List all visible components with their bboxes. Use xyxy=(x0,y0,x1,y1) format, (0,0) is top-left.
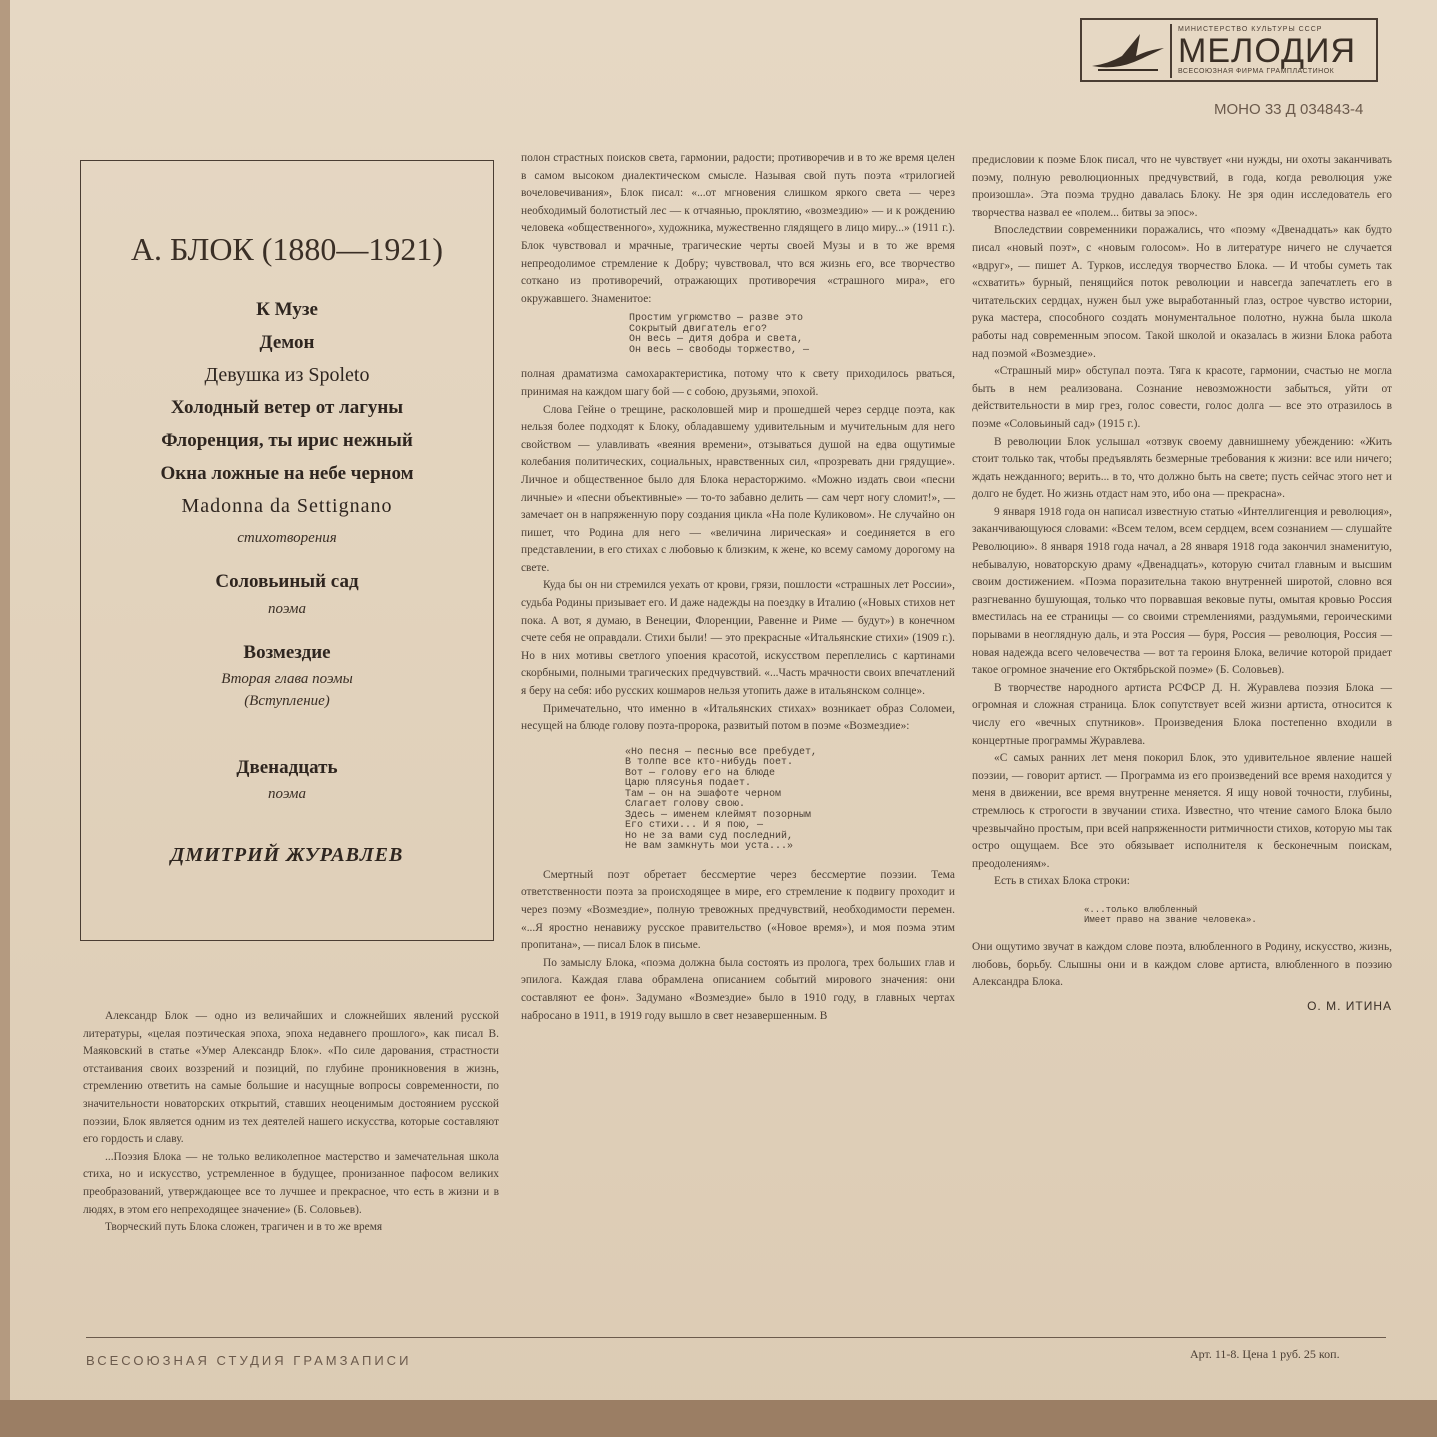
studio-name: ВСЕСОЮЗНАЯ СТУДИЯ ГРАМЗАПИСИ xyxy=(86,1353,412,1368)
catalog-number: МОНО 33 Д 034843-4 xyxy=(1214,101,1364,118)
text-column-1 xyxy=(83,1008,499,1237)
paragraph: По замыслу Блока, «поэма должна была состоять из пролога, трех больших глав и эпилога. Каждая глава обрамлена описанием событий мирового значения: они составляют ее фон». Задумано «Возмездие» было в 1910 году, в главных чертах набросано в 1911, в 1919 году вышло в свет незавершенным. В xyxy=(521,956,955,1022)
work-genre: поэма xyxy=(268,601,306,617)
work-title: Соловьиный сад xyxy=(215,571,359,592)
paragraph: ...Поэзия Блока — не только великолепное мастерство и замечательная школа стиха, но и искусство, устремленное в будущее, пронизанное пафосом великих преобразований, утверждающее все то лучшее и прекрасное, что есть в жизни и в людях, в этом его непреходящее значение» (Б. Соловьев). xyxy=(83,1150,499,1216)
poem-title: К Музе xyxy=(256,299,318,320)
verse-quote: «Но песня — песнью все пребудет, В толпе все кто-нибудь поет. Вот — голову его на блюде Царю плясунья подает. Там — он на эшафоте черном Слагает голову свою. Здесь — именем клеймят позорным Его стихи... И я пою, — Но не за вами суд последний, Не вам замкнуть мои уста...» xyxy=(625,746,818,853)
sleeve-bottom-edge xyxy=(0,1400,1437,1437)
article-author: О. М. ИТИНА xyxy=(1307,998,1392,1013)
verse-quote: «...только влюбленный Имеет право на звание человека». xyxy=(1084,904,1257,925)
poems-genre: стихотворения xyxy=(237,530,337,546)
work-title: Двенадцать xyxy=(236,757,338,778)
paragraph: В революции Блок услышал «отзвук своему давнишнему убеждению: «Жить стоит только так, чтобы предъявлять безмерные требования к жизни: все или ничего; ждать нежданного; верить... в то, что должно быть на свете; пусть сейчас этого нет и долго не будет. Но жизнь отдаст нам это, ибо она — прекрасна». xyxy=(972,435,1392,501)
contents-box xyxy=(80,160,494,941)
verse-quote: Простим угрюмство — разве это Сокрытый двигатель его? Он весь — дитя добра и света, Он весь — свободы торжество, — xyxy=(629,313,810,356)
paragraph: предисловии к поэме Блок писал, что не чувствует «ни нужды, ни охоты заканчивать поэму, полную революционных предчувствий, в года, когда революция уже произошла». Эта поэма трудно давалась Блоку. Не зря один исследователь его творчества назвал ее «полем... битвы за эпос». xyxy=(972,154,1392,219)
performer-name: ДМИТРИЙ ЖУРАВЛЕВ xyxy=(170,844,404,866)
logo-ministry-line: МИНИСТЕРСТВО КУЛЬТУРЫ СССР xyxy=(1178,26,1323,33)
work-genre: (Вступление) xyxy=(244,693,330,709)
paragraph: Творческий путь Блока сложен, трагичен и в то же время xyxy=(105,1221,383,1234)
paragraph: В творчестве народного артиста РСФСР Д. Н. Журавлева поэзия Блока — огромная и сложная страница. Блок сопутствует всей жизни артиста, относится к числу его «вечных спутников». Произведения Блока постепенно входили в концертные программы Журавлева. xyxy=(972,681,1392,747)
work-title: Возмездие xyxy=(243,642,331,663)
melodiya-emblem-icon xyxy=(1088,26,1168,76)
work-genre: Вторая глава поэмы xyxy=(221,671,353,687)
paragraph: Куда бы он ни стремился уехать от крови, грязи, пошлости «страшных лет России», судьба Родины призывает его. И даже надежды на поездку в Италию («Новых стихов нет пока. А вот, я думаю, в Венеции, Флоренции, Равенне и Риме — будут») в конечном счете себя не оправдали. Стихи были! — это прекрасные «Итальянские стихи» (1909 г.). Но в них мотивы светлого упоения красотой, искусством переплелись с картинами скорбными, полными трагических предчувствий. «...Часть мрачности своих впечатлений я беру на себя: ибо русских кошмаров нельзя утопить даже в итальянском солнце». xyxy=(521,579,955,698)
logo-firm-line: ВСЕСОЮЗНАЯ ФИРМА ГРАМПЛАСТИНОК xyxy=(1178,68,1335,75)
price-label: Арт. 11-8. Цена 1 руб. 25 коп. xyxy=(1190,1347,1340,1361)
poem-title: Флоренция, ты ирис нежный xyxy=(161,430,413,451)
poem-title: Демон xyxy=(259,332,315,353)
paragraph: полная драматизма самохарактеристика, потому что к свету приходилось рваться, принимая на каждом шагу бой — с собою, друзьями, эпохой. xyxy=(521,368,955,398)
paragraph: Есть в стихах Блока строки: xyxy=(994,875,1130,888)
sleeve-left-edge xyxy=(0,0,10,1437)
paragraph: Александр Блок — одно из величайших и сложнейших явлений русской литературы, «целая поэтическая эпоха, эпоха недавнего прошлого», как писал В. Маяковский в статье «Умер Александр Блок». «По силе дарования, страстности отстаивания своих воззрений и позиций, по глубине проникновения в жизнь, стремлению ответить на самые большие и насущные вопросы современности, по значительности новаторских открытий, ставших неоценимым достоянием русской поэзии, Блок является одним из тех деятелей нашего искусства, которые составляют его гордость и славу. xyxy=(83,1010,499,1146)
logo-name: МЕЛОДИЯ xyxy=(1178,32,1357,70)
box-title: А. БЛОК (1880—1921) xyxy=(130,231,444,267)
poem-title: Девушка из Spoleto xyxy=(204,364,370,386)
poem-title: Холодный ветер от лагуны xyxy=(170,397,404,418)
paragraph: «Страшный мир» обступал поэта. Тяга к красоте, гармонии, счастью не могла быть в нем реализована. Сознание невозможности забыться, уйти от действительности в мир грез, голос совести, голос долга — все это отразилось в поэме «Соловьиный сад» (1915 г.). xyxy=(972,365,1392,430)
text-column-2 xyxy=(521,150,955,1025)
text-column-3 xyxy=(972,152,1392,1015)
melodiya-logo xyxy=(1080,18,1378,82)
paragraph: Слова Гейне о трещине, расколовшей мир и прошедшей через сердце поэта, как нельзя более подходят к Блоку, обладавшему удивительным и мучительным для него свойством — улавливать «веяния времени», отзываться душой на едва ощутимые колебания политических, социальных, нравственных сил, «прозревать дни грядущие». Личное и общественное было для Блока нерасторжимо. «Можно издать свои «песни личные» и «песни объективные» — то-то забавно делить — сам черт ногу сломит!», — замечает он в напряженную пору создания цикла «На поле Куликовом». Не случайно он пишет, что Родина для него — «величина лирическая» и соединяется в его представлении, в его стихах с любовью к близким, к жене, ко всему самому дорогому на свете. xyxy=(521,403,955,574)
poem-title: Окна ложные на небе черном xyxy=(160,463,414,484)
paragraph: Они ощутимо звучат в каждом слове поэта, влюбленного в Родину, искусство, жизнь, любовь, борьбу. Слышны они и в каждом слове артиста, влюбленного в поэзию Александра Блока. xyxy=(972,940,1392,989)
paragraph: «С самых ранних лет меня покорил Блок, это удивительное явление нашей поэзии, — говорит артист. — Программа из его произведений все время находится у меня в движении, все время внутренне меняется. Я ищу новой точности, глубины, стремлюсь к строгости в звучании стиха. Известно, что чтение самого Блока было чрезвычайно простым, при всей напряженности ритмичности стихов, которую мы так остро ощущаем. Все это обязывает исполнителя к бесконечным поискам, преодолениям». xyxy=(972,752,1392,870)
paragraph: 9 января 1918 года он написал известную статью «Интеллигенция и революция», заканчивающуюся словами: «Всем телом, всем сердцем, всем сознанием — слушайте Революцию». 8 января 1918 года начал, а 28 января 1918 года закончил знаменитую, небывалую, новаторскую драму «Двенадцать», которую считал главным и высшим своим достижением. «Поэма поразительна такою внутренней широтой, словно вся разгневанно бушующая, только что порвавшая вековые путы, омытая кровью Россия вместилась на ее страницы — со своими стремлениями, раздумьями, героическими порывами в неоглядную даль, и эта Россия — буря, Россия — революция, Россия — новая надежда всего человечества — вот та героиня Блока, величие которой придает такое огромное значение его Октябрьской поэме» (Б. Соловьев). xyxy=(972,505,1392,677)
logo-text-block xyxy=(1170,24,1376,78)
work-genre: поэма xyxy=(268,786,306,802)
footer-divider xyxy=(86,1337,1386,1338)
paragraph: Впоследствии современники поражались, что «поэму «Двенадцать» как будто писал «новый поэт», с «новым голосом». Но в литературе ничего не случается «вдруг», — пишет А. Турков, исследуя творчество Блока. — И чтобы суметь так «схватить» бурный, пенящийся поток революции и навсегда запечатлеть его в читательских сердцах, нужен был уже выработанный глаз, острое чувство истории, рука мастера, способного создать монументальное полотно, нужна была школа работы над современным эпосом. Такой школой и оказалась в жизни Блока работа над поэмой «Возмездие». xyxy=(972,224,1392,360)
paragraph: Смертный поэт обретает бессмертие через бессмертие поэзии. Тема ответственности поэта за происходящее в мире, его стремление к подвигу проходит и через поэму «Возмездие», полную тревожных предчувствий, необходимости перемен. «...Я яростно ненавижу русское правительство («Новое время»), и моя поэма этим пропитана», — писал Блок в письме. xyxy=(521,868,955,952)
paragraph: Примечательно, что именно в «Итальянских стихах» возникает образ Соломеи, несущей на блюде голову поэта-пророка, развитый потом в поэме «Возмездие»: xyxy=(521,702,955,733)
poem-title: Madonna da Settignano xyxy=(181,495,393,517)
paragraph: полон страстных поисков света, гармонии, радости; противоречив и в то же время целен в самом высоком диалектическом смысле. Называя свой путь поэта «трилогией вочеловечивания», Блок писал: «...от мгновения слишком яркого света — через необходимый болотистый лес — к отчаянью, проклятию, «возмездию» — и к рождению человека «общественного», художника, мужественно глядящего в лицо миру...» (1911 г.). Блок чувствовал и мрачные, трагические черты своей Музы и в то же время непреодолимое стремление к Добру; чувствовал, что вся жизнь его, все творчество соткано из противоречий, отражающих противоречия «страшного мира», его окружавшего. Знаменитое: xyxy=(521,152,955,305)
